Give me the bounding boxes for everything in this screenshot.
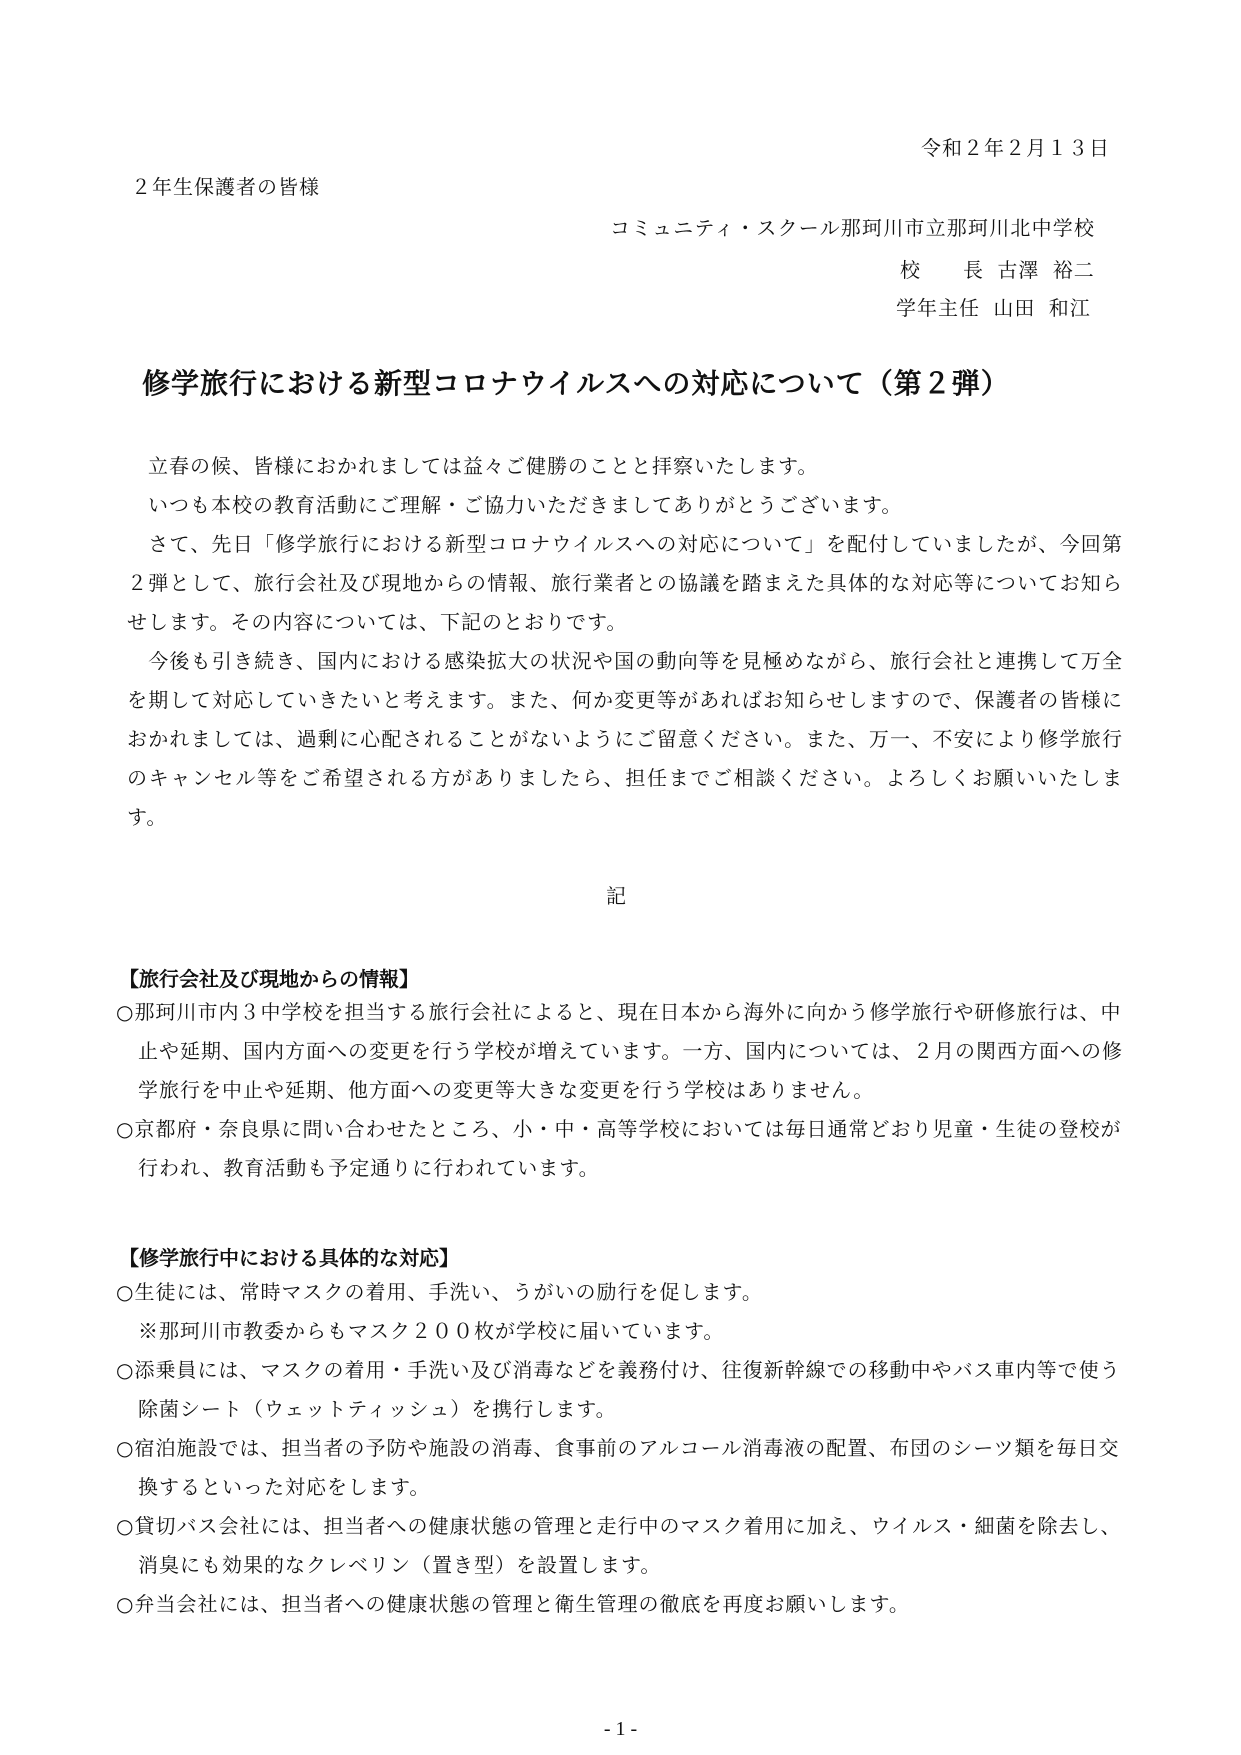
document-title: 修学旅行における新型コロナウイルスへの対応について（第２弾）: [142, 367, 1010, 400]
travel-info-list: [116, 993, 1126, 1188]
list-item-text: ○那珂川市内３中学校を担当する旅行会社によると、現在日本から海外に向かう修学旅行や研修旅行は、中止や延期、国内方面への変更を行う学校が増えています。一方、国内については、２月の関西方面への修学旅行を中止や延期、他方面への変更等大きな変更を行う学校はありません。: [116, 1000, 1123, 1102]
section-heading-travel-info: 【旅行会社及び現地からの情報】: [119, 967, 419, 991]
addressee: ２年生保護者の皆様: [131, 175, 320, 199]
page-number: - 1 -: [603, 1718, 638, 1740]
purpose-paragraph: さて、先日「修学旅行における新型コロナウイルスへの対応について」を配付していましたが、今回第２弾として、旅行会社及び現地からの情報、旅行業者との協議を踏まえた具体的な対応等についてお知らせします。その内容については、下記のとおりです。: [127, 532, 1123, 634]
list-item-text: ○弁当会社には、担当者への健康状態の管理と衛生管理の徹底を再度お願いします。: [116, 1592, 910, 1616]
greeting-paragraph: 立春の候、皆様におかれましては益々ご健勝のことと拝察いたします。: [127, 454, 819, 478]
list-item-text: ○生徒には、常時マスクの着用、手洗い、うがいの励行を促します。: [116, 1280, 763, 1304]
list-item: [116, 1429, 1126, 1507]
grade-head-name: 学年主任 山田 和江: [896, 296, 1091, 320]
list-item: [116, 1585, 1126, 1624]
list-item-text: ○宿泊施設では、担当者の予防や施設の消毒、食事前のアルコール消毒液の配置、布団のシーツ類を毎日交換するといった対応をします。: [116, 1436, 1120, 1499]
sender-organization: コミュニティ・スクール那珂川市立那珂川北中学校: [610, 216, 1096, 240]
list-item: [116, 1273, 1126, 1351]
list-item: [116, 1507, 1126, 1585]
section-heading-measures: 【修学旅行中における具体的な対応】: [119, 1246, 459, 1270]
list-item-text: ○貸切バス会社には、担当者への健康状態の管理と走行中のマスク着用に加え、ウイルス・細菌を除去し、消臭にも効果的なクレベリン（置き型）を設置します。: [116, 1514, 1122, 1577]
document-date: 令和２年２月１３日: [921, 136, 1110, 160]
principal-name: 校 長 古澤 裕二: [900, 258, 1095, 282]
list-item: [116, 1110, 1126, 1188]
list-item-text: ○添乗員には、マスクの着用・手洗い及び消毒などを義務付け、往復新幹線での移動中やバス車内等で使う除菌シート（ウェットティッシュ）を携行します。: [116, 1358, 1121, 1421]
ki-marker: 記: [606, 884, 626, 908]
thanks-paragraph: いつも本校の教育活動にご理解・ご協力いただきましてありがとうございます。: [127, 493, 903, 517]
list-item: [116, 1351, 1126, 1429]
measures-list: [116, 1273, 1126, 1624]
closing-paragraph: 今後も引き続き、国内における感染拡大の状況や国の動向等を見極めながら、旅行会社と連携して万全を期して対応していきたいと考えます。また、何か変更等があればお知らせしますので、保護者の皆様におかれましては、過剰に心配されることがないようにご留意ください。また、万一、不安により修学旅行のキャンセル等をご希望される方がありましたら、担任までご相談ください。よろしくお願いいたします。: [127, 649, 1123, 829]
list-item-text: ○京都府・奈良県に問い合わせたところ、小・中・高等学校においては毎日通常どおり児童・生徒の登校が行われ、教育活動も予定通りに行われています。: [116, 1117, 1122, 1180]
list-item-note: ※那珂川市教委からもマスク２００枚が学校に届いています。: [138, 1319, 725, 1343]
list-item: [116, 993, 1126, 1110]
